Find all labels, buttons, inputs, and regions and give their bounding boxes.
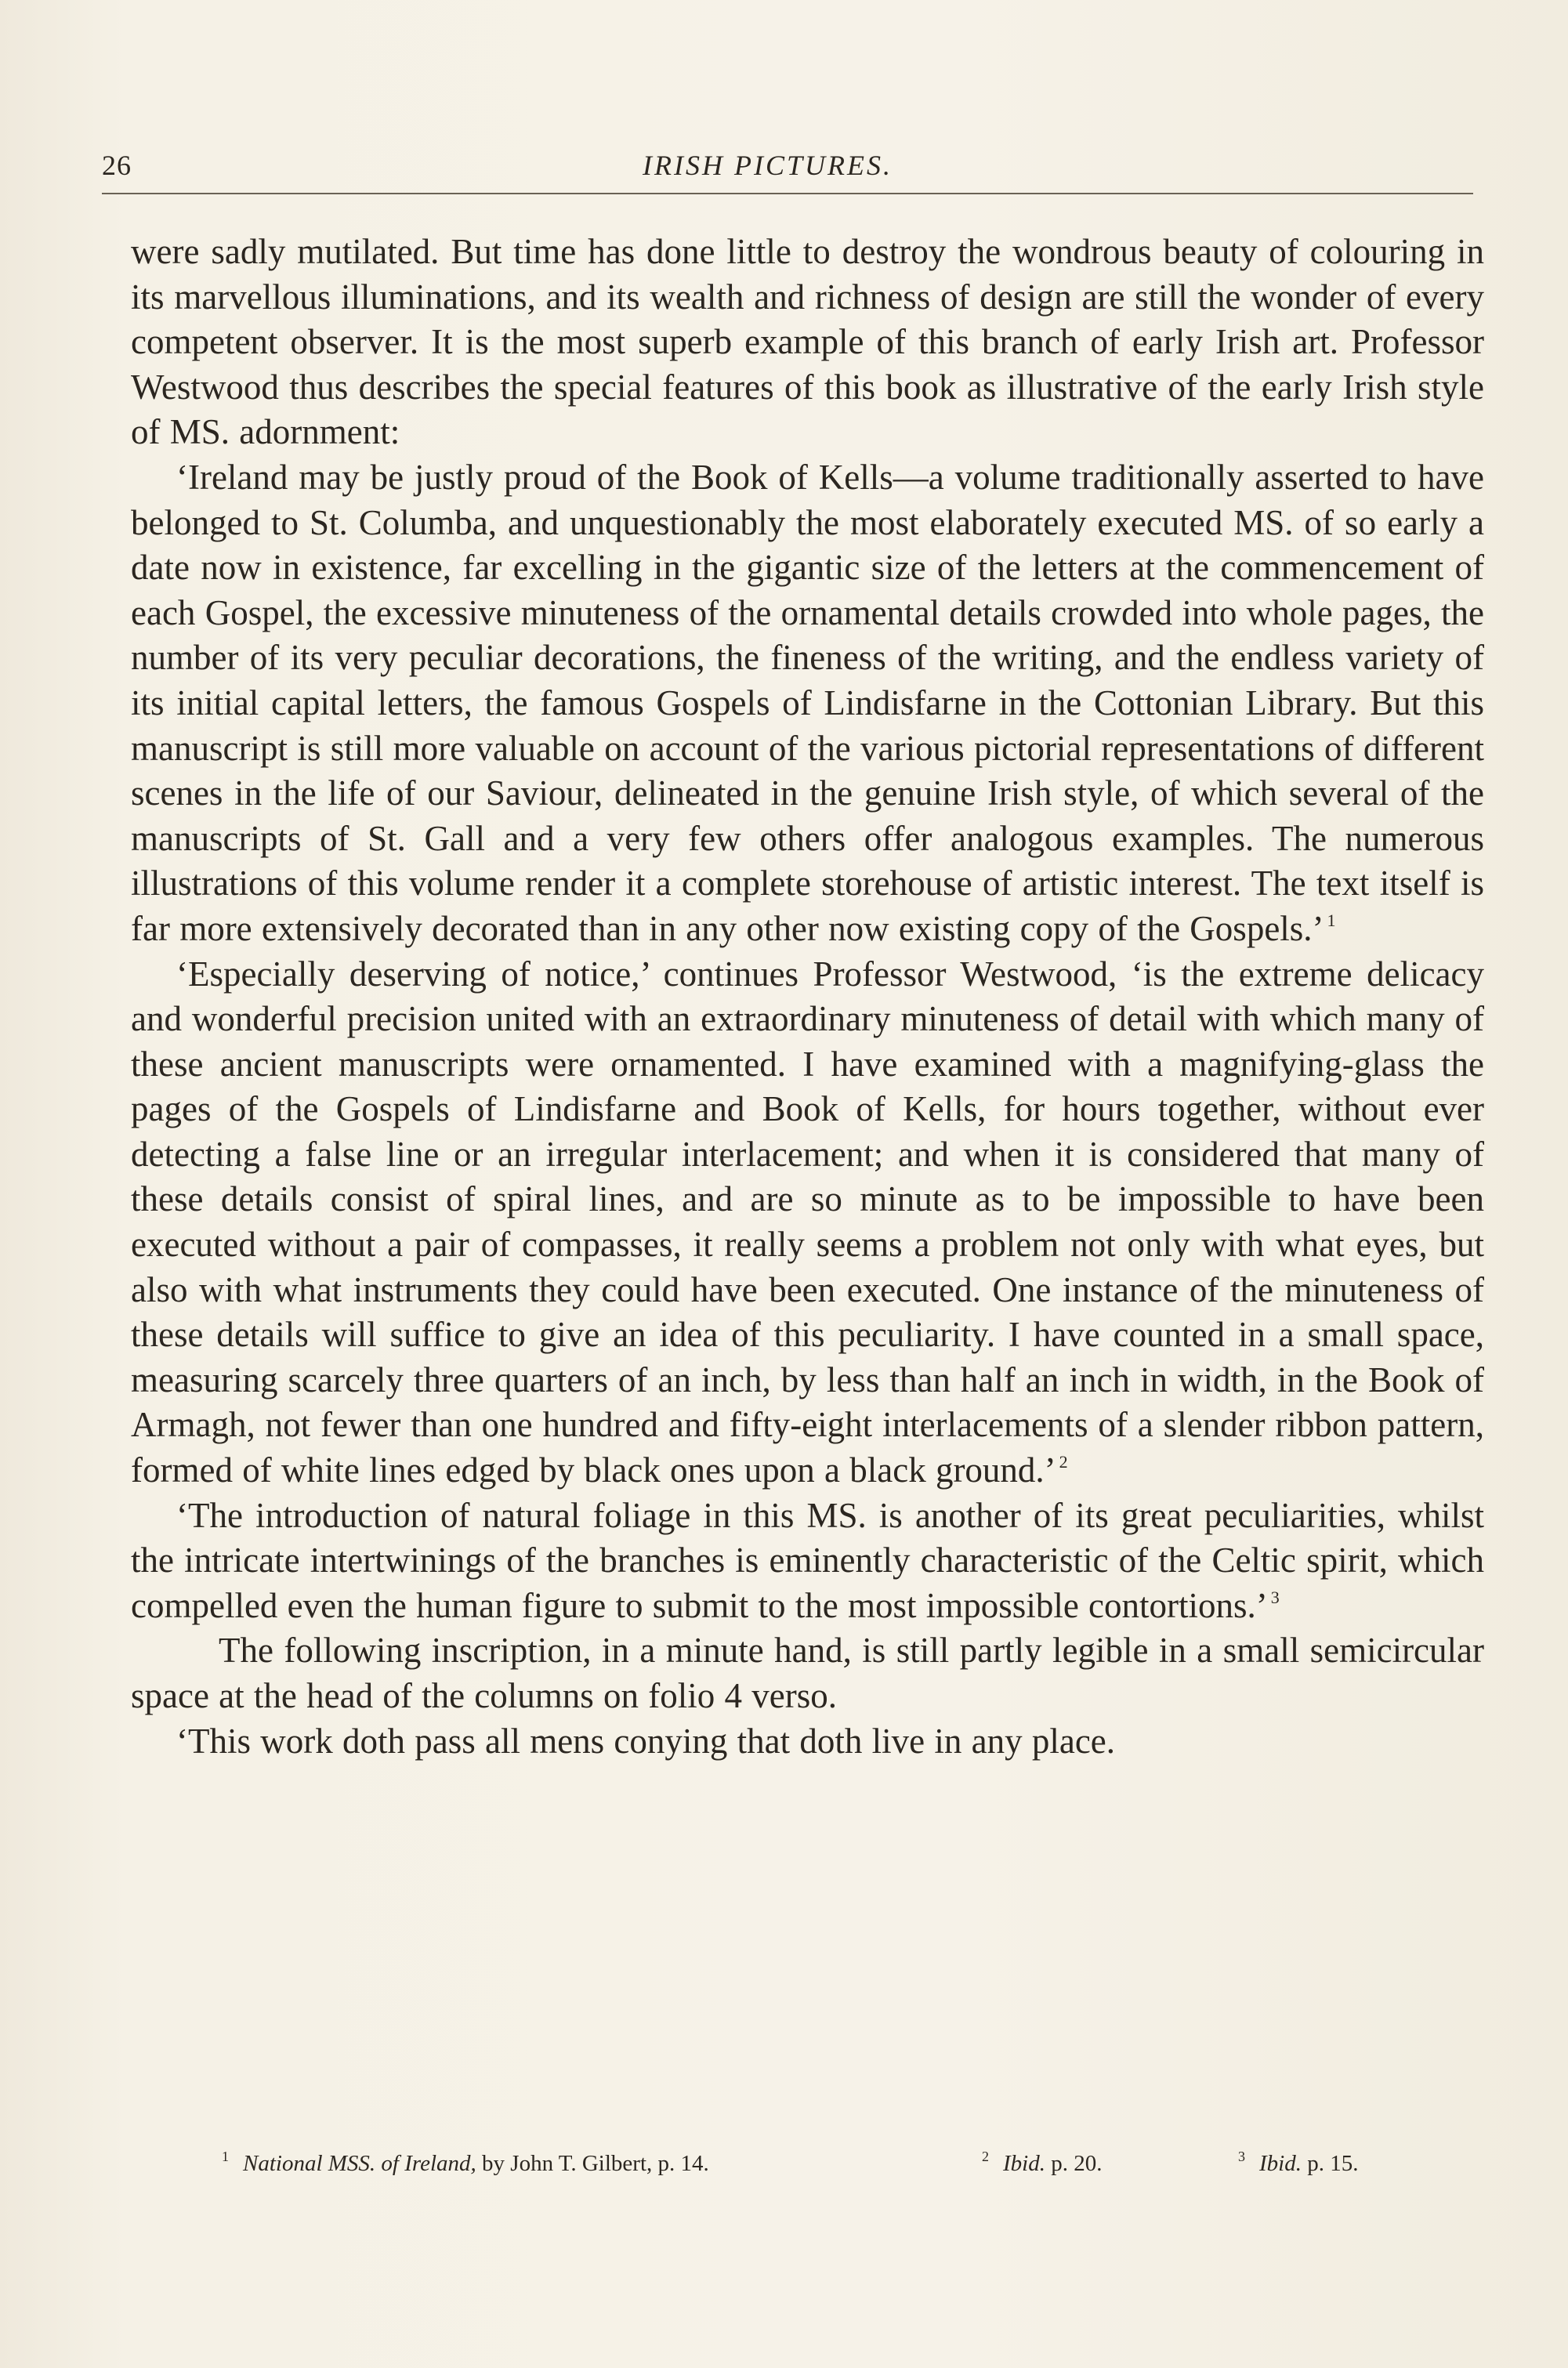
running-head: IRISH PICTURES. bbox=[643, 150, 893, 181]
body-text bbox=[131, 230, 1484, 1764]
page-number: 26 bbox=[102, 150, 132, 181]
paragraph: ‘Ireland may be justly proud of the Book of Kells—a volume traditionally asserted to have belonged to St. Columba, and unquestionably the most elaborately executed MS. of so early a date now in existence, far excelling in the gigantic size of the letters at the commencement of each Gospel, the excessive minuteness of the ornamental details crowded into whole pages, the number of its very peculiar decorations, the fineness of the writing, and the endless variety of its initial capital letters, the famous Gospels of Lindisfarne in the Cottonian Library. But this manuscript is still more valuable on account of the various pictorial representations of different scenes in the life of our Saviour, delineated in the genuine Irish style, of which several of the manuscripts of St. Gall and a very few others offer analogous examples. The numerous illustrations of this volume render it a complete storehouse of artistic interest. The text itself is far more extensively decorated than in any other now existing copy of the Gospels.’ $^1$ bbox=[131, 457, 1484, 948]
footnote-title: Ibid. bbox=[1259, 2151, 1302, 2176]
footnote-text: p. 15. bbox=[1301, 2151, 1359, 2176]
footnote-ref: 3 bbox=[1270, 1587, 1280, 1607]
footnote bbox=[982, 2149, 1102, 2177]
footnote-text: by John T. Gilbert, p. 14. bbox=[476, 2151, 709, 2176]
footnote bbox=[222, 2149, 709, 2177]
paragraph: ‘The introduction of natural foliage in this MS. is another of its great peculiarities, whilst the intricate intertwinings of the branches is eminently characteristic of the Celtic spirit, which compelled even the human figure to submit to the most impossible contortions.’ $^3$ bbox=[131, 1495, 1484, 1625]
footnote-ref: 2 bbox=[1059, 1452, 1068, 1472]
page-header bbox=[102, 149, 1489, 196]
footnote-number: 1 bbox=[222, 2149, 229, 2164]
footnote-number: 3 bbox=[1238, 2149, 1245, 2164]
footnote-title: National MSS. of Ireland, bbox=[243, 2151, 476, 2176]
header-rule bbox=[102, 193, 1473, 194]
footnote-title: Ibid. bbox=[1003, 2151, 1045, 2176]
footnote-text: p. 20. bbox=[1045, 2151, 1103, 2176]
paragraph: were sadly mutilated. But time has done little to destroy the wondrous beauty of colouring in its marvellous illuminations, and its wealth and richness of design are still the wonder of every competent observer. It is the most superb example of this branch of early Irish art. Professor Westwood thus describes the special features of this book as illustrative of the early Irish style of MS. adornment: bbox=[131, 232, 1484, 452]
footnote bbox=[1238, 2149, 1358, 2177]
footnote-number: 2 bbox=[982, 2149, 989, 2164]
paragraph: ‘This work doth pass all mens conying that doth live in any place. bbox=[176, 1721, 1116, 1761]
paragraph: ‘Especially deserving of notice,’ continues Professor Westwood, ‘is the extreme delicacy and wonderful precision united with an extraordinary minuteness of detail with which many of these ancient manuscripts were ornamented. I have examined with a magnifying-glass the pages of the Gospels of Lindisfarne and Book of Kells, for hours together, without ever detecting a false line or an irregular interlacement; and when it is considered that many of these details consist of spiral lines, and are so minute as to be impossible to have been executed without a pair of compasses, it really seems a problem not only with what eyes, but also with what instruments they could have been executed. One instance of the minuteness of these details will suffice to give an idea of this peculiarity. I have counted in a small space, measuring scarcely three quarters of an inch, by less than half an inch in width, in the Book of Armagh, not fewer than one hundred and fifty-eight interlacements of a slender ribbon pattern, formed of white lines edged by black ones upon a black ground.’ $^2$ bbox=[131, 954, 1484, 1490]
paragraph: The following inscription, in a minute hand, is still partly legible in a small semicircular space at the head of the columns on folio 4 verso. bbox=[131, 1631, 1484, 1715]
footnote-ref: 1 bbox=[1327, 910, 1336, 930]
